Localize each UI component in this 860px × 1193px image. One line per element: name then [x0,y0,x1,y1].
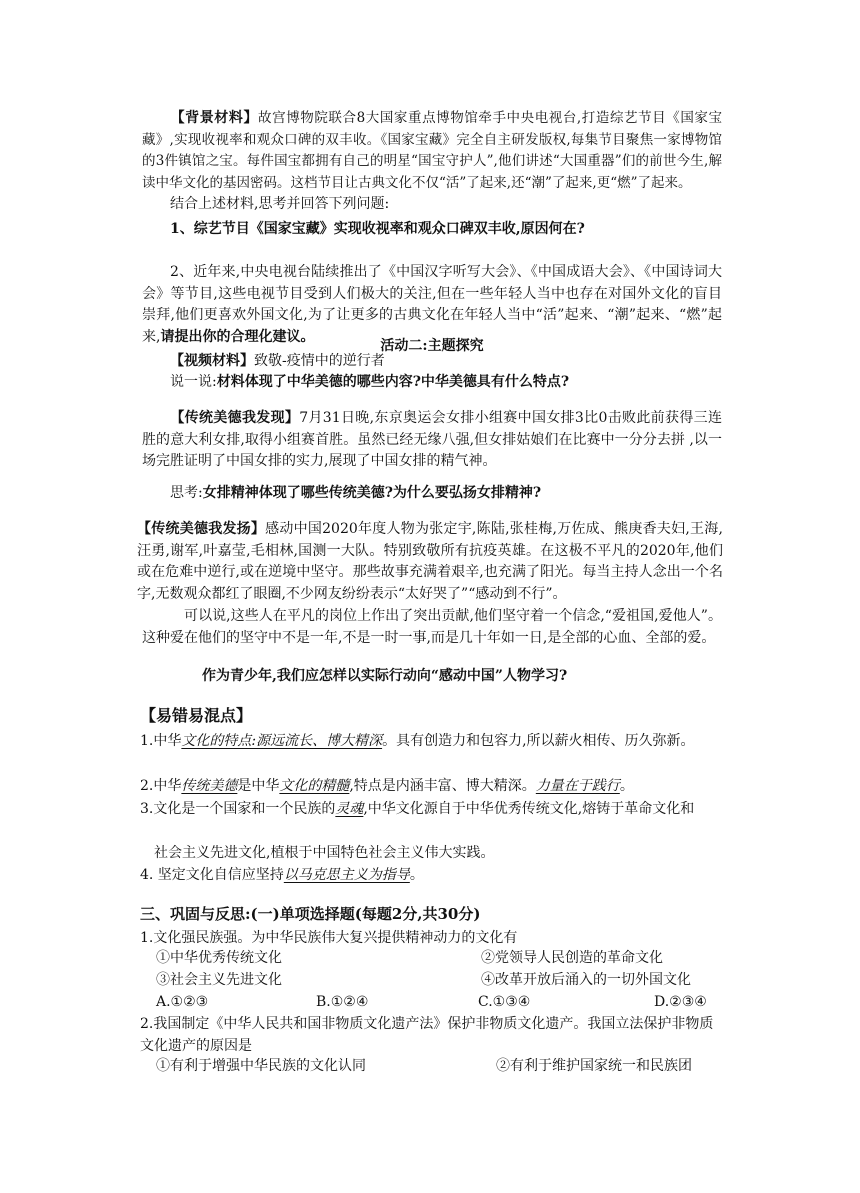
background-text: 故宫博物院联合8大国家重点博物馆牵手中央电视台,打造综艺节目《国家宝藏》,实现收视率和观众口碑的双丰收。《国家宝藏》完全自主研发版权,每集节目聚焦一家博物馆的3件镇馆之宝。每件国宝都拥有自己的明星“国宝守护人”,他们讲述“大国重器”们的前世今生,解读中华文化的基因密码。这档节目让古典文化不仅“活”了起来,还“潮”了起来,更“燃”了起来。 [142,110,722,191]
mcq-2-stem: 2.我国制定《中华人民共和国非物质文化遗产法》保护非物质文化遗产。我国立法保护非物质文化遗产的原因是 [140,1016,714,1054]
mcq-1-stem: 1.文化强民族强。为中华民族伟大复兴提供精神动力的文化有 [140,930,518,946]
mcq-1-option-b[interactable]: B.①②④ [316,994,369,1010]
errors-item-3-prefix: 3.文化是一个国家和一个民族的 [140,801,336,817]
question-1-text: 1、综艺节目《国家宝藏》实现收视率和观众口碑双丰收,原因何在? [170,221,585,237]
mcq-1-statement-4: ④改革开放后涌入的一切外国文化 [481,972,691,988]
errors-item-3-key: 灵魂 [335,801,364,817]
errors-item-1-rest: 。具有创造力和包容力,所以薪火相传、历久弥新。 [382,733,695,749]
mcq-1-statement-2: ②党领导人民创造的革命文化 [481,950,663,966]
errors-item-1-key: 文化的特点:源远流长、博大精深 [181,733,383,749]
errors-item-1-prefix: 1.中华 [140,733,182,749]
errors-item-2-end: 。 [619,778,634,794]
think-label: 思考: [170,485,203,501]
prompt-text: 结合上述材料,思考并回答下列问题: [170,196,390,212]
mcq-2-statement-1: ①有利于增强中华民族的文化认同 [156,1058,366,1074]
errors-item-4-prefix: 4. 坚定文化自信应坚持 [140,867,284,883]
background-label: 【背景材料】 [170,110,259,126]
activity-2-heading: 活动二:主题探究 [380,338,484,354]
virtue-discover [142,408,722,473]
mcq-1-statement-1: ①中华优秀传统文化 [156,950,282,966]
promote-paragraph-2 [142,606,722,649]
errors-item-2-key2: 文化的精髓 [279,778,350,794]
errors-item-3-continued: 社会主义先进文化,植根于中国特色社会主义伟大实践。 [154,845,495,861]
question-2-text: 2、近年来,中央电视台陆续推出了《中国汉字听写大会》、《中国成语大会》、《中国诗词大会》等节目,这些电视节目受到人们极大的关注,但在一些年轻人当中也存在对国外文化的盲目崇拜,他们更喜欢外国文化,为了让更多的古典文化在年轻人当中“活”起来、“潮”起来、“燃”起来, [142,264,722,345]
say-label: 说一说: [170,374,217,390]
promote-label: 【传统美德我发扬】 [137,521,266,537]
errors-item-4 [140,864,724,886]
promote-text: 感动中国2020年度人物为张定宇,陈陆,张桂梅,万佐成、熊庚香夫妇,王海,汪勇,谢军,叶嘉莹,毛相林,国测一大队。特别致敬所有抗疫英雄。在这极不平凡的2020年,他们或在危难中逆行,或在逆境中坚守。那些故事充满着艰辛,也充满了阳光。每当主持人念出一个名字,无数观众都红了眼圈,不少网友纷纷表示“太好哭了”“感动到不行”。 [137,521,723,602]
errors-item-4-end: 。 [409,867,424,883]
errors-item-2 [140,775,724,797]
promote-para2-text: 可以说,这些人在平凡的岗位上作出了突出贡献,他们坚守着一个信念,“爱祖国,爱他人”。这种爱在他们的坚守中不是一年,不是一时一事,而是几十年如一日,是全部的心血、全部的爱。 [142,608,722,646]
think-text: 女排精神体现了哪些传统美德?为什么要弘扬女排精神? [202,485,542,501]
question-2-ask: 请提出你的合理化建议。 [160,328,315,345]
say-text: 材料体现了中华美德的哪些内容?中华美德具有什么特点? [216,374,570,390]
video-text: 致敬-疫情中的逆行者 [254,353,385,369]
prompt-line [142,194,722,216]
errors-item-3-rest: ,中华文化源自于中华优秀传统文化,熔铸于革命文化和 [363,801,695,817]
background-material [142,108,722,194]
errors-item-2-key3: 力量在于践行 [535,778,620,794]
errors-heading: 【易错易混点】 [140,706,253,725]
mcq-2-statement-2: ②有利于维护国家统一和民族团 [496,1058,692,1074]
errors-item-4-key: 以马克思主义为指导 [283,867,410,883]
think-prompt [142,483,722,505]
errors-item-2-prefix: 2.中华 [140,778,182,794]
errors-item-1 [140,730,724,752]
question-1 [142,219,722,241]
video-label: 【视频材料】 [170,353,254,369]
mcq-1-option-a[interactable]: A.①②③ [156,994,209,1010]
discover-text: 7月31日晚,东京奥运会女排小组赛中国女排3比0击败此前获得三连胜的意大利女排,取得小组赛首胜。虽然已经无缘八强,但女排姑娘们在比赛中一分分去拼 ,以一场完胜证明了中国女排的实力,展现了中国女排的精气神。 [142,410,722,469]
promote-question: 作为青少年,我们应怎样以实际行动向“感动中国”人物学习? [202,668,568,684]
errors-item-2-mid1: 是中华 [237,778,280,794]
mcq-1-option-d[interactable]: D.②③④ [654,994,707,1010]
mcq-1-option-c[interactable]: C.①③④ [478,994,531,1010]
video-material [142,351,722,373]
discover-label: 【传统美德我发现】 [170,410,300,426]
section-3-heading: 三、巩固与反思:(一)单项选择题(每题2分,共30分) [140,905,481,923]
errors-item-3 [140,798,724,820]
mcq-1-statement-3: ③社会主义先进文化 [156,972,282,988]
errors-item-2-mid2: ,特点是内涵丰富、博大精深。 [349,778,536,794]
virtue-promote [137,519,723,605]
errors-item-2-key1: 传统美德 [181,778,238,794]
say-prompt [142,372,722,394]
